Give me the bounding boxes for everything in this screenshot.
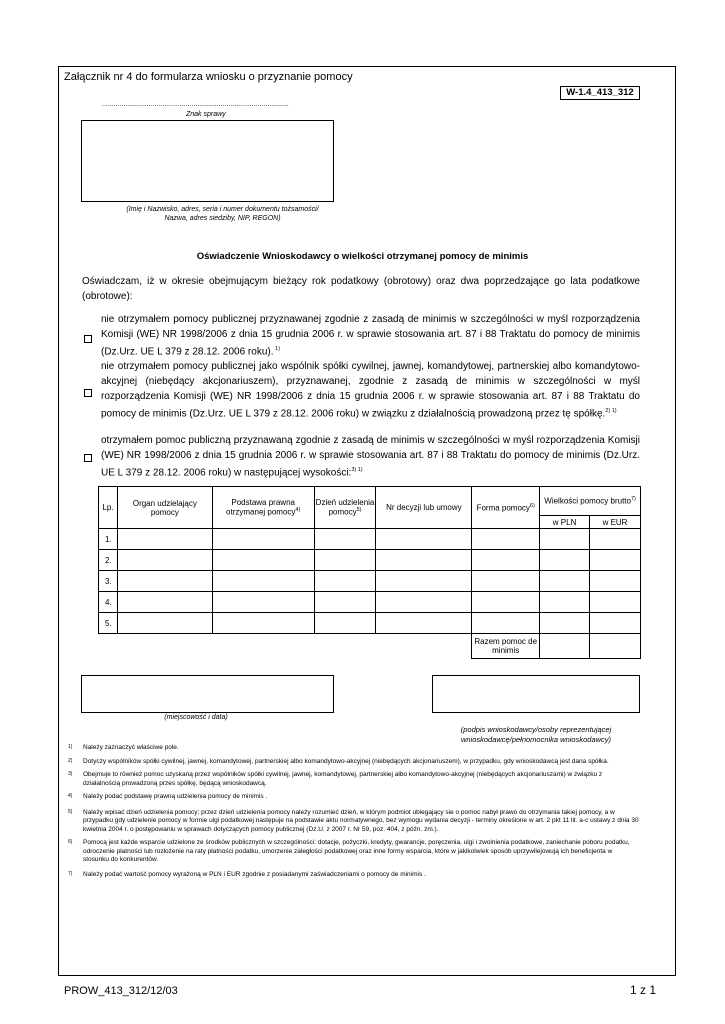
table-cell[interactable] bbox=[472, 592, 540, 613]
signature-caption-line2: wnioskodawcę/pełnomocnika wnioskodawcy) bbox=[460, 735, 612, 744]
attachment-title: Załącznik nr 4 do formularza wniosku o przyznanie pomocy bbox=[64, 71, 353, 83]
signature-field[interactable] bbox=[432, 675, 640, 713]
header-organ: Organ udzielający pomocy bbox=[117, 487, 212, 529]
table-cell[interactable] bbox=[376, 529, 472, 550]
table-cell[interactable] bbox=[376, 571, 472, 592]
footnote-text: Należy zaznaczyć właściwe pole. bbox=[83, 744, 179, 751]
option-1-ref: 1) bbox=[273, 346, 280, 352]
table-cell[interactable] bbox=[212, 529, 314, 550]
footnote bbox=[68, 758, 640, 767]
table-cell[interactable] bbox=[590, 592, 641, 613]
option-1-text bbox=[101, 312, 640, 359]
table-cell[interactable] bbox=[540, 592, 590, 613]
row-number: 1. bbox=[99, 529, 118, 550]
option-2-body: nie otrzymałem pomocy publicznej jako wspólnik spółki cywilnej, jawnej, komandytowej, partnerskiej albo komandytowo-akcyjnej (niebędący akcjonariuszem), przyznawanej, zgodnie z zasadą de minimis w szczególności w myśl rozporządzenia Komisji (WE) NR 1998/2006 z dnia 15 grudnia 2006 r. w sprawie stosowania art. 87 i 88 Traktatu do pomocy de minimis (Dz.Urz. UE L 379 z 28.12. 2006 roku) w związku z działalnością prowadzoną przez tę spółkę. bbox=[101, 361, 640, 420]
page-number: 1 z 1 bbox=[630, 983, 657, 997]
footnote-number: 4) bbox=[68, 793, 73, 799]
table-cell[interactable] bbox=[212, 592, 314, 613]
table-cell[interactable] bbox=[376, 550, 472, 571]
option-3-text bbox=[101, 433, 640, 480]
table-cell[interactable] bbox=[117, 571, 212, 592]
table-cell[interactable] bbox=[376, 613, 472, 634]
table-cell[interactable] bbox=[212, 571, 314, 592]
header-wielkosci-ref: 7) bbox=[630, 496, 636, 503]
footnote bbox=[68, 771, 640, 788]
footnote bbox=[68, 809, 640, 835]
table-cell[interactable] bbox=[540, 529, 590, 550]
footnote-text: Należy podać podstawę prawną udzielenia pomocy de minimis . bbox=[83, 793, 268, 800]
table-row bbox=[99, 571, 641, 592]
footnote-text: Dotyczy wspólników spółki cywilnej, jawnej, komandytowej, partnerskiej albo komandytowo-akcyjnej (niebędących akcjonariuszem), w przypadku, gdy wnioskodawcą jest dana spółka. bbox=[83, 757, 609, 765]
footnotes bbox=[68, 744, 640, 879]
signature-caption-line1: (podpis wnioskodawcy/osoby reprezentującej bbox=[460, 725, 612, 734]
table-row bbox=[99, 613, 641, 634]
case-number-label: Znak sprawy bbox=[186, 111, 226, 118]
footnote-number: 2) bbox=[68, 757, 73, 764]
option-3-body: otrzymałem pomoc publiczną przyznawaną zgodnie z zasadą de minimis w szczególności w myśl rozporządzenia Komisji (WE) NR 1998/2006 z dnia 15 grudnia 2006 r. w sprawie stosowania art. 87 i 88 Traktatu do pomocy de minimis (Dz.Urz. UE L 379 z 28.12. 2006 roku) w następującej wysokości: bbox=[101, 435, 640, 479]
header-wielkosci-text: Wielkości pomocy brutto bbox=[544, 496, 631, 506]
option-2-ref: 2) 1) bbox=[605, 408, 617, 414]
footnote bbox=[68, 793, 640, 802]
option-1-body: nie otrzymałem pomocy publicznej przyznawanej zgodnie z zasadą de minimis w szczególności w myśl rozporządzenia Komisji (WE) NR 1998/2006 z dnia 15 grudnia 2006 r. w sprawie stosowania art. 87 i 88 Traktatu do pomocy de minimis (Dz.Urz. UE L 379 z 28.12. 2006 roku). bbox=[101, 314, 640, 358]
table-cell[interactable] bbox=[540, 613, 590, 634]
header-forma-text: Forma pomocy bbox=[476, 503, 530, 513]
header-nr-decyzji: Nr decyzji lub umowy bbox=[376, 487, 472, 529]
intro-paragraph: Oświadczam, iż w okresie obejmującym bieżący rok podatkowy (obrotowy) oraz dwa poprzedzające go lata podatkowe (obrotowe): bbox=[82, 276, 640, 302]
table-cell[interactable] bbox=[472, 571, 540, 592]
footnote-text: Należy wpisać dzień udzielenia pomocy; przez dzień udzielenia pomocy należy rozumieć dzień, w którym podmiot ubiegający sie o pomoc nabył prawo do otrzymania takiej pomocy, a w przypadku gdy udzielenie pomocy w formie ulgi podatkowej następuje na podstawie aktu normatywnego, bez wymogu wydania decyzji - terminy określone w art. 2 pkt 11 lit. a-c ustawy z dnia 30 kwietnia 2004 r. o postępowaniu w sprawach dotyczących pomocy publicznej (Dz.U. z 2007 r. Nr 59, poz. 404, z późn. zm.). bbox=[83, 808, 639, 833]
footnote-number: 5) bbox=[68, 808, 73, 815]
footnote-number: 1) bbox=[68, 744, 73, 750]
table-cell[interactable] bbox=[117, 592, 212, 613]
table-cell[interactable] bbox=[590, 571, 641, 592]
header-forma bbox=[472, 487, 540, 529]
header-forma-ref: 6) bbox=[529, 502, 535, 509]
place-date-field[interactable] bbox=[81, 675, 334, 713]
header-wielkosci bbox=[540, 487, 641, 516]
applicant-field[interactable] bbox=[81, 120, 334, 202]
table-row bbox=[99, 592, 641, 613]
footnote bbox=[68, 871, 640, 880]
table-cell[interactable] bbox=[314, 592, 376, 613]
total-eur-cell[interactable] bbox=[590, 634, 641, 659]
table-cell[interactable] bbox=[590, 550, 641, 571]
table-total-row bbox=[99, 634, 641, 659]
header-podstawa bbox=[212, 487, 314, 529]
footnote-text: Pomocą jest każde wsparcie udzielone ze środków publicznych w szczególności: dotacje, pożyczki, kredyty, gwarancje, poręczenia, ulgi i zwolnienia podatkowe, zaniechanie poboru podatku, odroczenie płatności lub rozłożenie na raty płatności podatku, umorzenie zaległości podatkowej oraz inne formy wsparcia, które w jakikolwiek sposób uprzywilejowują ich beneficjenta w stosunku do konkurentów. bbox=[83, 839, 630, 863]
place-date-caption: (miejscowość i data) bbox=[164, 714, 228, 721]
header-dzien-ref: 5) bbox=[356, 507, 362, 514]
option-3-ref: 3) 1) bbox=[351, 467, 363, 473]
row-number: 3. bbox=[99, 571, 118, 592]
table-row bbox=[99, 550, 641, 571]
applicant-caption-line2: Nazwa, adres siedziby, NIP, REGON) bbox=[164, 215, 281, 222]
table-cell[interactable] bbox=[212, 550, 314, 571]
footnote-number: 7) bbox=[68, 870, 73, 877]
table-cell[interactable] bbox=[540, 550, 590, 571]
aid-table bbox=[98, 486, 641, 659]
footnote-text: Obejmuje to również pomoc uzyskaną przez wspólników spółki cywilnej, jawnej, komandytowej, partnerskiej albo komandytowo-akcyjnej (niebędących akcjonariuszami) w związku z działalnością prowadzoną przes spółkę, będącą wnioskodawcą. bbox=[83, 771, 603, 787]
header-podstawa-ref: 4) bbox=[295, 507, 301, 514]
option-3-checkbox[interactable] bbox=[84, 454, 92, 462]
row-number: 5. bbox=[99, 613, 118, 634]
table-cell[interactable] bbox=[314, 571, 376, 592]
header-dzien bbox=[314, 487, 376, 529]
table-cell[interactable] bbox=[117, 550, 212, 571]
row-number: 4. bbox=[99, 592, 118, 613]
total-pln-cell[interactable] bbox=[540, 634, 590, 659]
form-code: W-1.4_413_312 bbox=[560, 86, 640, 100]
table-cell[interactable] bbox=[590, 529, 641, 550]
header-eur: w EUR bbox=[590, 516, 641, 529]
table-cell[interactable] bbox=[314, 550, 376, 571]
table-cell[interactable] bbox=[472, 613, 540, 634]
applicant-caption-line1: (Imię i Nazwisko, adres, seria i numer dokumentu tożsamości/ bbox=[126, 206, 319, 213]
header-lp: Lp. bbox=[99, 487, 118, 529]
header-podstawa-text: Podstawa prawna otrzymanej pomocy bbox=[226, 498, 296, 517]
table-header-row bbox=[99, 487, 641, 516]
applicant-caption bbox=[81, 205, 364, 223]
table-row bbox=[99, 529, 641, 550]
table-cell[interactable] bbox=[590, 613, 641, 634]
table-cell[interactable] bbox=[540, 571, 590, 592]
option-2-text bbox=[101, 359, 640, 421]
signature-caption bbox=[432, 725, 640, 745]
case-number-line: ................................................................................................ bbox=[102, 101, 289, 108]
table-cell[interactable] bbox=[117, 613, 212, 634]
table-cell[interactable] bbox=[472, 529, 540, 550]
statement-title: Oświadczenie Wnioskodawcy o wielkości otrzymanej pomocy de minimis bbox=[196, 251, 529, 262]
header-pln: w PLN bbox=[540, 516, 590, 529]
total-label: Razem pomoc de minimis bbox=[472, 634, 540, 659]
option-2-checkbox[interactable] bbox=[84, 389, 92, 397]
table-cell[interactable] bbox=[314, 529, 376, 550]
total-spacer bbox=[99, 634, 472, 659]
table-cell[interactable] bbox=[212, 613, 314, 634]
row-number: 2. bbox=[99, 550, 118, 571]
footnote bbox=[68, 839, 640, 865]
footnote bbox=[68, 744, 640, 753]
footnote-number: 3) bbox=[68, 771, 73, 777]
table-cell[interactable] bbox=[376, 592, 472, 613]
table-cell[interactable] bbox=[117, 529, 212, 550]
document-id: PROW_413_312/12/03 bbox=[64, 985, 178, 997]
footnote-text: Należy podać wartość pomocy wyrażoną w PLN i EUR zgodnie z posiadanymi zaświadczeniami o pomocy de minimis . bbox=[83, 870, 426, 878]
option-1-checkbox[interactable] bbox=[84, 335, 92, 343]
table-cell[interactable] bbox=[472, 550, 540, 571]
header-dzien-text: Dzień udzielenia pomocy bbox=[315, 498, 375, 517]
table-cell[interactable] bbox=[314, 613, 376, 634]
footnote-number: 6) bbox=[68, 839, 73, 845]
